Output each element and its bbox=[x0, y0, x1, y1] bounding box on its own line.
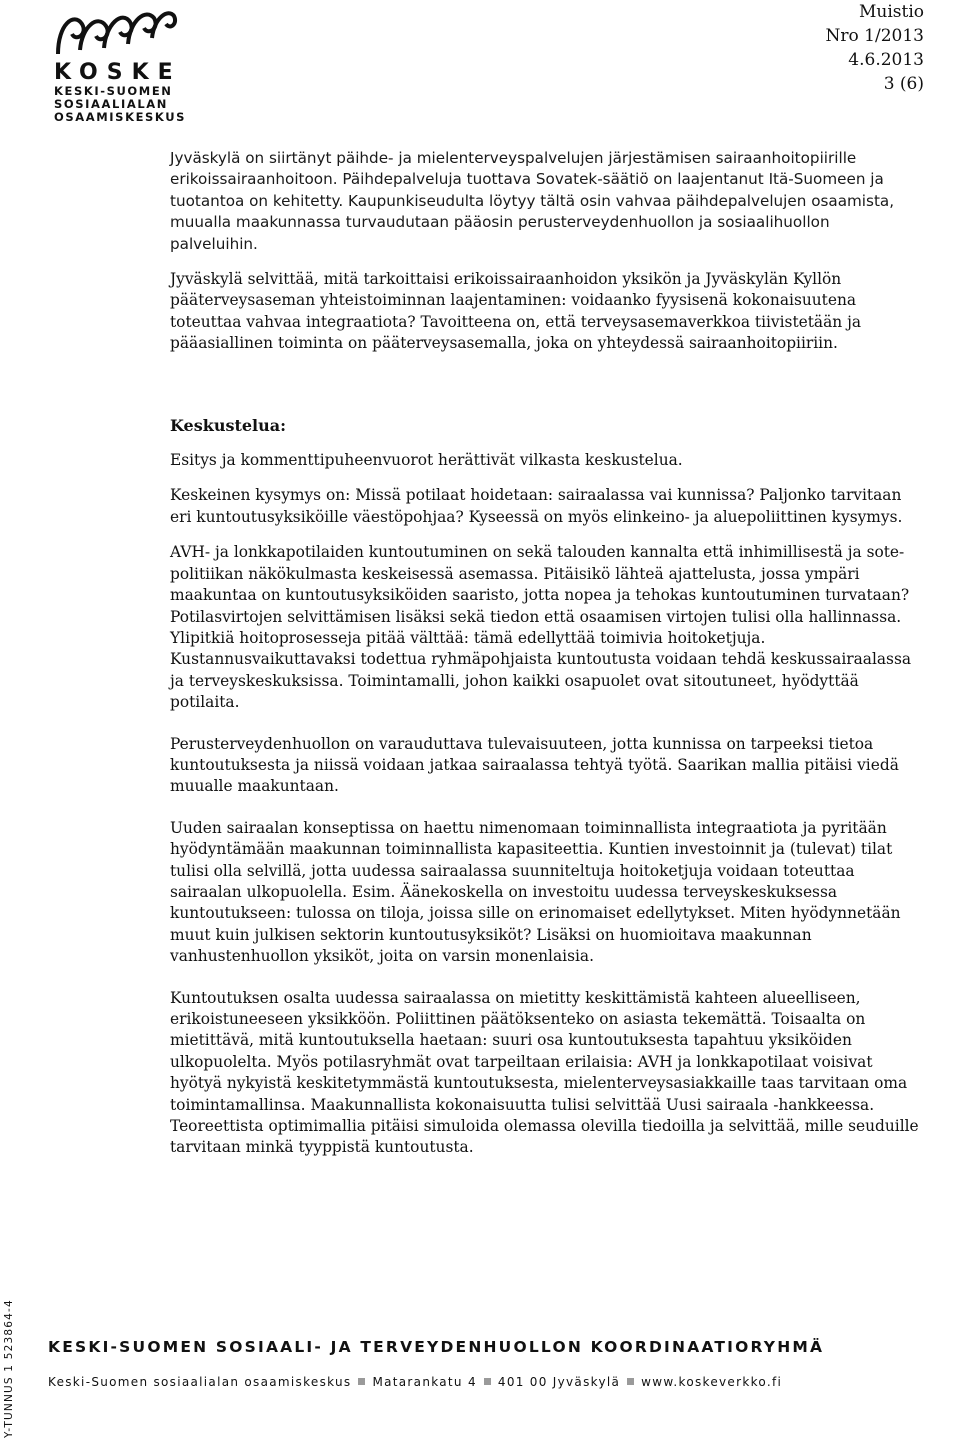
paragraph: Uuden sairaalan konseptissa on haettu nimenomaan toiminnallista integraatiota ja pyritään hyödyntämään maakunnan toiminnallista kapasiteettia. Kuntien investoinnit ja (tulevat) tilat tulisi olla selvillä, jotta uudessa sairaalassa suunniteltuja hoitoketjuja voidaan toteuttaa sairaalan ulkopuolella. Esim. Äänekoskella on investoitu uudessa terveyskeskuksessa kuntoutukseen: tulossa on tiloja, joissa sille on erinomaiset edellytykset. Miten hyödynnetään muut kuin julkisen sektorin kuntoutusyksiköt? Lisäksi on huomioitava maakunnan vanhustenhuollon yksiköt, joita on varsin monenlaisia. bbox=[170, 818, 901, 966]
square-separator-icon bbox=[627, 1378, 634, 1385]
page-number: 3 (6) bbox=[883, 74, 924, 94]
logo-subtitle-1: KESKI-SUOMEN bbox=[54, 84, 173, 98]
paragraph: Keskeinen kysymys on: Missä potilaat hoidetaan: sairaalassa vai kunnissa? Paljonko tarvitaan eri kuntoutusyksiköille väestöpohjaa? Kyseessä on myös elinkeino- ja aluepoliittinen kysymys. bbox=[170, 486, 903, 526]
doc-number: Nro 1/2013 bbox=[825, 26, 924, 46]
footer-org: Keski-Suomen sosiaalialan osaamiskeskus bbox=[48, 1375, 352, 1389]
footer-address: Matarankatu 4 bbox=[372, 1375, 477, 1389]
footer-city: 401 00 Jyväskylä bbox=[497, 1375, 621, 1389]
business-id: Y-TUNNUS 1 523864-4 bbox=[3, 1299, 15, 1438]
paragraph: Jyväskylä on siirtänyt päihde- ja mielenterveyspalvelujen järjestämisen sairaanhoitopiirille erikoissairaanhoitoon. Päihdepalveluja tuottava Sovatek-säätiö on laajentanut Itä-Suomeen ja tuotantoa on kehitetty. Kaupunkiseudulta löytyy tältä osin vahvaa päihdepalvelujen osaamista, muualla maakunnassa turvaudutaan pääosin perusterveydenhuollon ja sosiaalihuollon palveluihin. bbox=[170, 149, 895, 253]
section-heading: Keskustelua: bbox=[170, 415, 287, 435]
paragraph: Perusterveydenhuollon on varauduttava tulevaisuuteen, jotta kunnissa on tarpeeksi tietoa kuntoutuksesta ja niissä voidaan jatkaa sairaalassa tehtyä työtä. Saarikan mallia pitäisi viedä muualle maakuntaan. bbox=[170, 734, 899, 796]
koske-logo bbox=[52, 4, 192, 124]
document-body bbox=[170, 148, 922, 1159]
doc-type: Muistio bbox=[858, 2, 924, 22]
logo-subtitle-3: OSAAMISKESKUS bbox=[54, 110, 187, 124]
paragraph: AVH- ja lonkkapotilaiden kuntoutuminen on sekä talouden kannalta että inhimillisestä ja sote-politiikan näkökulmasta keskeisessä asemassa. Pitäisikö lähteä ajattelusta, jossa ympäri maakuntaa on kuntoutusyksiköiden saaristo, jotta nopea ja tehokas kuntoutuminen turvataan? Potilasvirtojen selvittämisen lisäksi sekä tiedon että osaamisen virtojen tulisi olla hallinnassa. Ylipitkiä hoitoprosesseja pitää välttää: tämä edellyttää toimivia hoitoketjuja. Kustannusvaikuttavaksi todettua ryhmäpohjaista kuntoutusta voidaan tehdä keskussairaalassa ja terveyskeskuksissa. Toimintamalli, johon kaikki osapuolet ovat sitoutuneet, hyödyttää potilaita. bbox=[170, 543, 912, 712]
doc-date: 4.6.2013 bbox=[848, 50, 924, 70]
document-meta bbox=[826, 0, 924, 96]
paragraph: Jyväskylä selvittää, mitä tarkoittaisi erikoissairaanhoidon yksikön ja Jyväskylän Kyllön pääterveysaseman yhteistoiminnan laajentaminen: voidaanko fyysisenä kokonaisuutena toteuttaa vahvaa integraatiota? Tavoitteena on, että terveysasemaverkkoa tiivistetään ja pääasiallinen toiminta on pääterveysasemalla, joka on yhteydessä sairaanhoitopiiriin. bbox=[170, 270, 862, 353]
paragraph: Kuntoutuksen osalta uudessa sairaalassa on mietitty keskittämistä kahteen alueelliseen, erikoistuneeseen yksikköön. Poliittinen päätöksenteko on asiasta tekemättä. Toisaalta on mietittävä, mitä kuntoutuksella haetaan: suuri osa kuntoutuksesta tapahtuu yksiköiden ulkopuolelta. Myös potilasryhmät ovat tarpeiltaan erilaisia: AVH ja lonkkapotilaat voisivat hyötyä nykyistä keskitetymmästä kuntoutuksesta, mielenterveysasiakkaille taas tarvitaan oma toimintamallinsa. Maakunnallista kokonaisuutta tulisi selvittää Uusi sairaala -hankkeessa. Teoreettista optimimallia pitäisi simuloida olemassa olevilla tiedoilla ja selvittää, mille seuduille tarvitaan minkä tyyppistä kuntoutusta. bbox=[170, 988, 919, 1157]
paragraph: Esitys ja kommenttipuheenvuorot herättivät vilkasta keskustelua. bbox=[170, 451, 683, 470]
logo-name: KOSKE bbox=[54, 60, 182, 85]
logo-swirl-icon bbox=[52, 4, 182, 60]
footer-contact bbox=[48, 1375, 782, 1389]
footer-title: KESKI-SUOMEN SOSIAALI- JA TERVEYDENHUOLLON KOORDINAATIORYHMÄ bbox=[48, 1338, 825, 1356]
square-separator-icon bbox=[484, 1378, 491, 1385]
logo-subtitle-2: SOSIAALIALAN bbox=[54, 97, 168, 111]
footer-website-link[interactable]: www.koskeverkko.fi bbox=[641, 1375, 783, 1389]
square-separator-icon bbox=[358, 1378, 365, 1385]
